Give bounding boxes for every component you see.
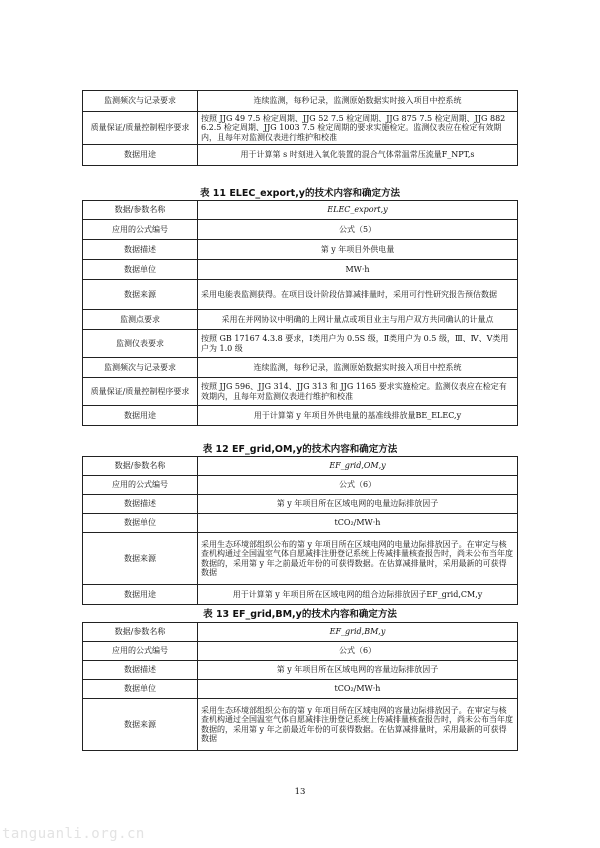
table-13 <box>82 622 518 751</box>
row-label: 数据单位 <box>83 680 198 699</box>
row-label: 应用的公式编号 <box>83 642 198 661</box>
row-value: 采用生态环境部组织公布的第 y 年项目所在区域电网的容量边际排放因子。在审定与核查机构通过全国温室气体自愿减排注册登记系统上传减排量核查报告时，尚未公布当年度数据的，采用第 y 年之前最近年份的可获得数据。在估算减排量时，采用最新的可获得数据 <box>198 699 518 751</box>
table-row <box>83 310 518 330</box>
row-value: 采用在并网协议中明确的上网计量点或项目业主与用户双方共同确认的计量点 <box>198 310 518 330</box>
table-row <box>83 201 518 220</box>
table-row <box>83 145 518 166</box>
row-value: ELEC_export,y <box>198 201 518 220</box>
table-row <box>83 533 518 585</box>
row-label: 数据来源 <box>83 280 198 310</box>
row-label: 数据/参数名称 <box>83 201 198 220</box>
row-value: EF_grid,BM,y <box>198 623 518 642</box>
row-value: 采用电能表监测获得。在项目设计阶段估算减排量时，采用可行性研究报告预估数据 <box>198 280 518 310</box>
table-row <box>83 661 518 680</box>
watermark: tanguanli.org.cn <box>2 826 145 842</box>
row-value: 用于计算第 s 时刻进入氧化装置的混合气体常温常压流量F_NPT,s <box>198 145 518 166</box>
row-label: 监测点要求 <box>83 310 198 330</box>
table-10-continued <box>82 90 518 166</box>
table-row <box>83 260 518 280</box>
table-12-caption: 表 12 EF_grid,OM,y的技术内容和确定方法 <box>202 444 398 455</box>
row-value: 采用生态环境部组织公布的第 y 年项目所在区域电网的电量边际排放因子。在审定与核查机构通过全国温室气体自愿减排注册登记系统上传减排量核查报告时，尚未公布当年度数据的，采用第 y 年之前最近年份的可获得数据。在估算减排量时，采用最新的可获得数据 <box>198 533 518 585</box>
row-label: 数据用途 <box>83 145 198 166</box>
row-value: 用于计算第 y 年项目所在区域电网的组合边际排放因子EF_grid,CM,y <box>198 585 518 605</box>
table-row <box>83 623 518 642</box>
row-label: 质量保证/质量控制程序要求 <box>83 378 198 406</box>
table-row <box>83 680 518 699</box>
row-value: EF_grid,OM,y <box>198 457 518 476</box>
table-row <box>83 91 518 112</box>
row-label: 数据单位 <box>83 514 198 533</box>
row-value: 按照 JJG 596、JJG 314、JJG 313 和 JJG 1165 要求实施检定。监测仪表应在检定有效期内，且每年对监测仪表进行维护和校准 <box>198 378 518 406</box>
table-row <box>83 378 518 406</box>
row-value: tCO₂/MW·h <box>198 514 518 533</box>
table-row <box>83 280 518 310</box>
table-row <box>83 495 518 514</box>
row-label: 监测频次与记录要求 <box>83 358 198 378</box>
row-value: 第 y 年项目所在区域电网的容量边际排放因子 <box>198 661 518 680</box>
row-label: 数据/参数名称 <box>83 623 198 642</box>
row-label: 数据描述 <box>83 661 198 680</box>
table-row <box>83 699 518 751</box>
table-row <box>83 476 518 495</box>
table-row <box>83 358 518 378</box>
page-number: 13 <box>294 787 306 797</box>
row-value: 按照 JJG 49 7.5 检定周期、JJG 52 7.5 检定周期、JJG 875 7.5 检定周期、JJG 882 6.2.5 检定周期、JJG 1003 7.5 检定周期的要求实施检定。监测仪表应在检定有效期内，且每年对监测仪表进行维护和校准 <box>198 112 518 145</box>
row-value: 连续监测，每秒记录，监测原始数据实时接入项目中控系统 <box>198 91 518 112</box>
row-value: MW·h <box>198 260 518 280</box>
row-label: 应用的公式编号 <box>83 476 198 495</box>
table-row <box>83 112 518 145</box>
row-value: 公式（5） <box>198 220 518 240</box>
row-label: 应用的公式编号 <box>83 220 198 240</box>
row-label: 数据描述 <box>83 495 198 514</box>
row-value: 公式（6） <box>198 476 518 495</box>
table-row <box>83 406 518 426</box>
table-11-caption: 表 11 ELEC_export,y的技术内容和确定方法 <box>199 188 400 199</box>
table-row <box>83 330 518 358</box>
row-value: tCO₂/MW·h <box>198 680 518 699</box>
table-12 <box>82 456 518 605</box>
row-value: 用于计算第 y 年项目外供电量的基准线排放量BE_ELEC,y <box>198 406 518 426</box>
row-label: 数据/参数名称 <box>83 457 198 476</box>
table-row <box>83 514 518 533</box>
table-row <box>83 220 518 240</box>
row-value: 公式（6） <box>198 642 518 661</box>
table-row <box>83 240 518 260</box>
row-value: 第 y 年项目所在区域电网的电量边际排放因子 <box>198 495 518 514</box>
table-row <box>83 585 518 605</box>
row-label: 数据单位 <box>83 260 198 280</box>
row-value: 第 y 年项目外供电量 <box>198 240 518 260</box>
row-label: 质量保证/质量控制程序要求 <box>83 112 198 145</box>
row-label: 数据来源 <box>83 699 198 751</box>
row-label: 监测仪表要求 <box>83 330 198 358</box>
row-label: 数据来源 <box>83 533 198 585</box>
table-row <box>83 642 518 661</box>
table-row <box>83 457 518 476</box>
row-value: 连续监测，每秒记录，监测原始数据实时接入项目中控系统 <box>198 358 518 378</box>
row-label: 数据描述 <box>83 240 198 260</box>
row-label: 数据用途 <box>83 585 198 605</box>
table-11 <box>82 200 518 426</box>
table-13-caption: 表 13 EF_grid,BM,y的技术内容和确定方法 <box>203 609 397 620</box>
row-label: 数据用途 <box>83 406 198 426</box>
row-label: 监测频次与记录要求 <box>83 91 198 112</box>
row-value: 按照 GB 17167 4.3.8 要求，Ⅰ类用户为 0.5S 级，Ⅱ类用户为 0.5 级，Ⅲ、Ⅳ、Ⅴ类用户为 1.0 级 <box>198 330 518 358</box>
